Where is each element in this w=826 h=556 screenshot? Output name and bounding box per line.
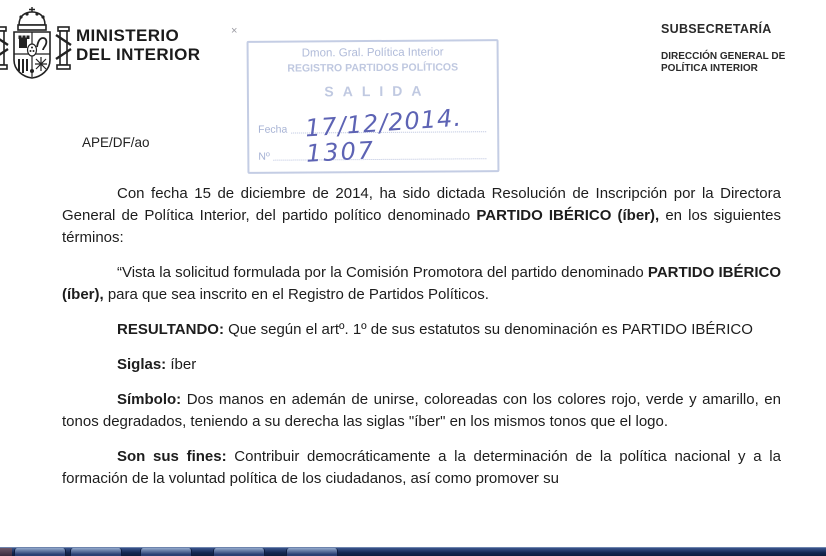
taskbar-start-edge[interactable] [0,548,12,556]
ministry-name [76,26,200,64]
taskbar-button[interactable] [286,548,338,556]
taskbar-button[interactable] [140,548,192,556]
taskbar-button[interactable] [70,548,122,556]
ministry-line2: DEL INTERIOR [76,45,201,64]
stamp-fecha-label: Fecha [258,123,288,136]
taskbar-button[interactable] [213,548,265,556]
taskbar[interactable] [0,547,826,556]
department-block [661,22,821,74]
document-body [62,183,781,503]
reference-code: APE/DF/ao [82,135,150,150]
pen-mark: × [231,25,238,37]
stamp-salida-label: SALIDA [324,82,431,100]
stamp-registry-line: REGISTRO PARTIDOS POLÍTICOS [287,61,459,75]
paragraph: Símbolo: Dos manos en ademán de unirse, coloreadas con los colores rojo, verde y amarillo, en tonos degradados, teniendo a su derecha las siglas "íber" en los mismos tonos que el logo. [62,391,781,430]
ministry-line1: MINISTERIO [76,26,180,45]
subsecretaria-label: SUBSECRETARÍA [661,22,772,36]
paragraph: Son sus fines: Contribuir democráticamente a la determinación de la política nacional y a la formación de la voluntad política de los ciudadanos, así como promover su [62,448,781,487]
paragraph: Con fecha 15 de diciembre de 2014, ha sido dictada Resolución de Inscripción por la Directora General de Política Interior, del partido político denominado PARTIDO IBÉRICO (íber), en los siguientes términos: [62,185,782,246]
handwritten-number: 1307 [305,136,376,168]
paragraph: RESULTANDO: Que según el artº. 1º de sus estatutos su denominación es PARTIDO IBÉRICO [117,321,753,338]
handwritten-date: 17/12/2014. [304,103,463,143]
paragraph: “Vista la solicitud formulada por la Comisión Promotora del partido denominado PARTIDO IBÉRICO (íber), para que sea inscrito en el Registro de Partidos Políticos. [62,264,781,303]
direccion-general-label: DIRECCIÓN GENERAL DE POLÍTICA INTERIOR [661,51,786,74]
stamp-office-line: Dmon. Gral. Política Interior [301,46,444,60]
stamp-numero-label: Nº [258,150,270,163]
spain-coat-of-arms-icon [0,5,72,81]
paragraph: Siglas: íber [117,356,197,373]
taskbar-button[interactable] [14,548,66,556]
